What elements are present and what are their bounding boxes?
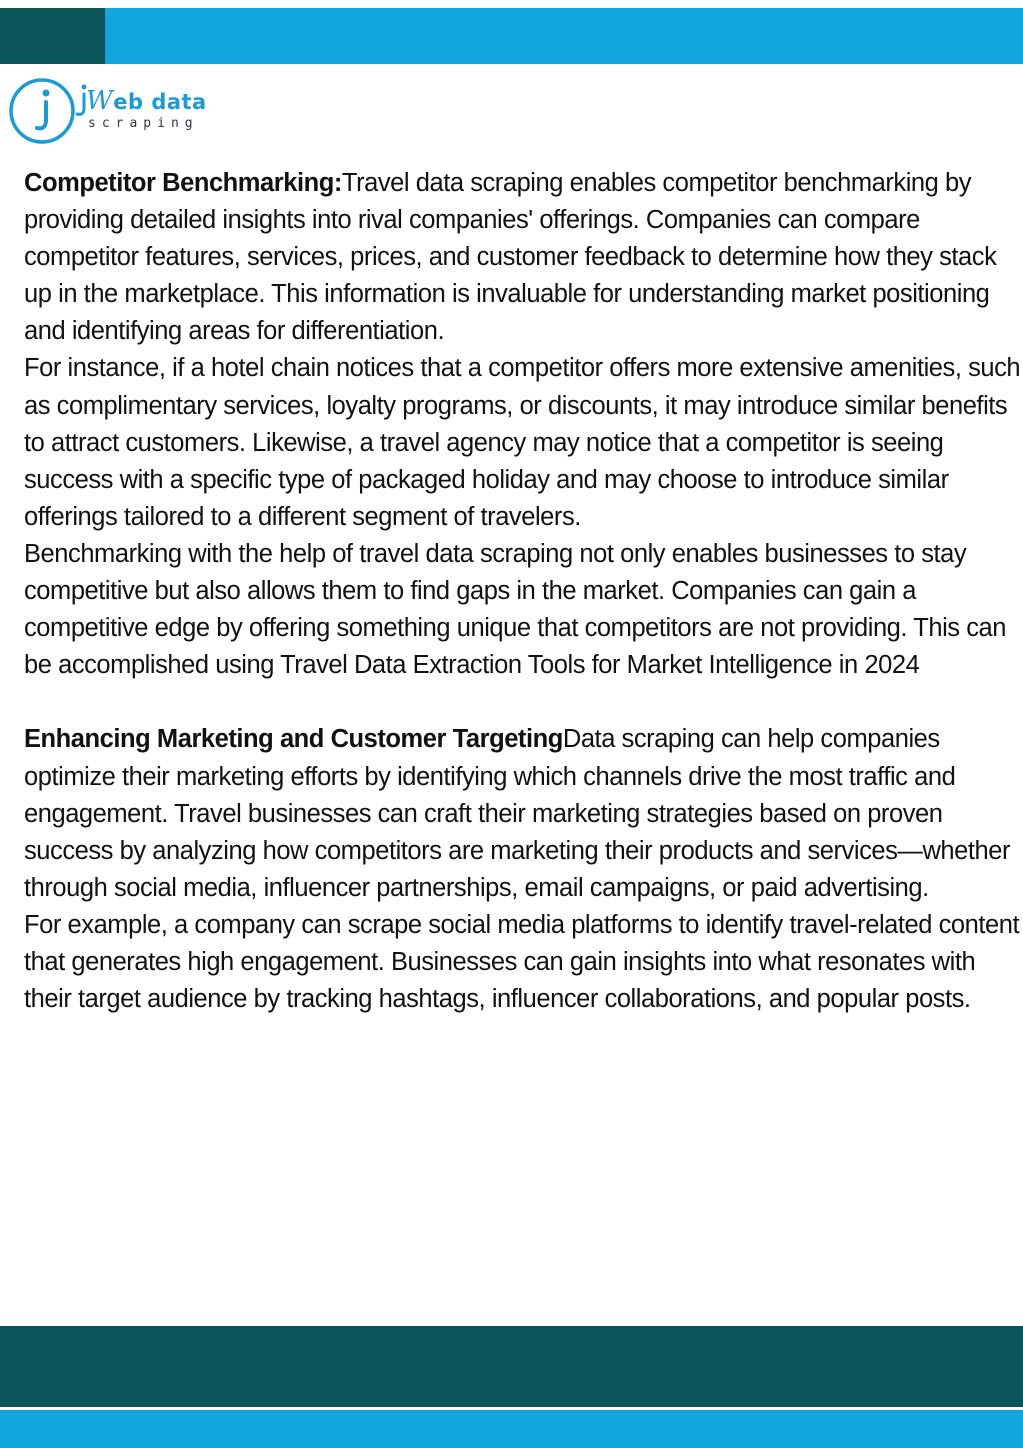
footer-dark-band bbox=[0, 1326, 1023, 1407]
logo-circle-icon bbox=[8, 76, 80, 146]
section-paragraph: Benchmarking with the help of travel data scraping not only enables businesses to stay competitive but also allows them to find gaps in the market. Companies can gain a competitive edge by offering something unique that competitors are not providing. This can be accomplished using Travel Data Extraction Tools for Market Intelligence in 2024 bbox=[24, 539, 1006, 680]
brand-logo bbox=[8, 76, 238, 146]
section-paragraph: For instance, if a hotel chain notices that a competitor offers more extensive amenities, such as complimentary services, loyalty programs, or discounts, it may introduce similar benefits to attract customers. Likewise, a travel agency may notice that a competitor is seeing success with a specific type of packaged holiday and may choose to introduce similar offerings tailored to a different segment of travelers. bbox=[24, 354, 1021, 531]
section-spacer bbox=[24, 684, 1021, 721]
section-body-text: Data scraping can help companies optimize their marketing efforts by identifying which channels drive the most traffic and engagement. Travel businesses can craft their marketing strategies based on proven success by analyzing how competitors are marketing their products and services—whether through social media, influencer partnerships, email campaigns, or paid advertising. bbox=[24, 725, 1011, 902]
section-paragraph bbox=[24, 165, 1021, 350]
top-header-band bbox=[0, 8, 1023, 64]
logo-wordmark bbox=[86, 86, 207, 116]
section-body-text: Travel data scraping enables competitor benchmarking by providing detailed insights into rival companies' offerings. Companies can compare competitor features, services, prices, and customer feedback to determine how they stack up in the marketplace. This information is invaluable for understanding market positioning and identifying areas for differentiation. bbox=[24, 169, 997, 346]
article-body bbox=[24, 165, 1021, 1018]
top-header-accent-block bbox=[0, 8, 105, 64]
footer-blue-band bbox=[0, 1410, 1023, 1448]
section-heading-marketing-targeting: Enhancing Marketing and Customer Targeting bbox=[24, 725, 563, 754]
logo-wordmark-rest: eb data bbox=[113, 90, 207, 114]
section-paragraph bbox=[24, 721, 1021, 906]
logo-wordmark-w: W bbox=[86, 86, 114, 116]
section-heading-competitor-benchmarking: Competitor Benchmarking: bbox=[24, 169, 342, 197]
logo-tagline: scraping bbox=[88, 116, 199, 131]
section-paragraph: For example, a company can scrape social media platforms to identify travel-related content that generates high engagement. Businesses can gain insights into what resonates with their target audience by tracking hashtags, influencer collaborations, and popular posts. bbox=[24, 910, 1020, 1014]
